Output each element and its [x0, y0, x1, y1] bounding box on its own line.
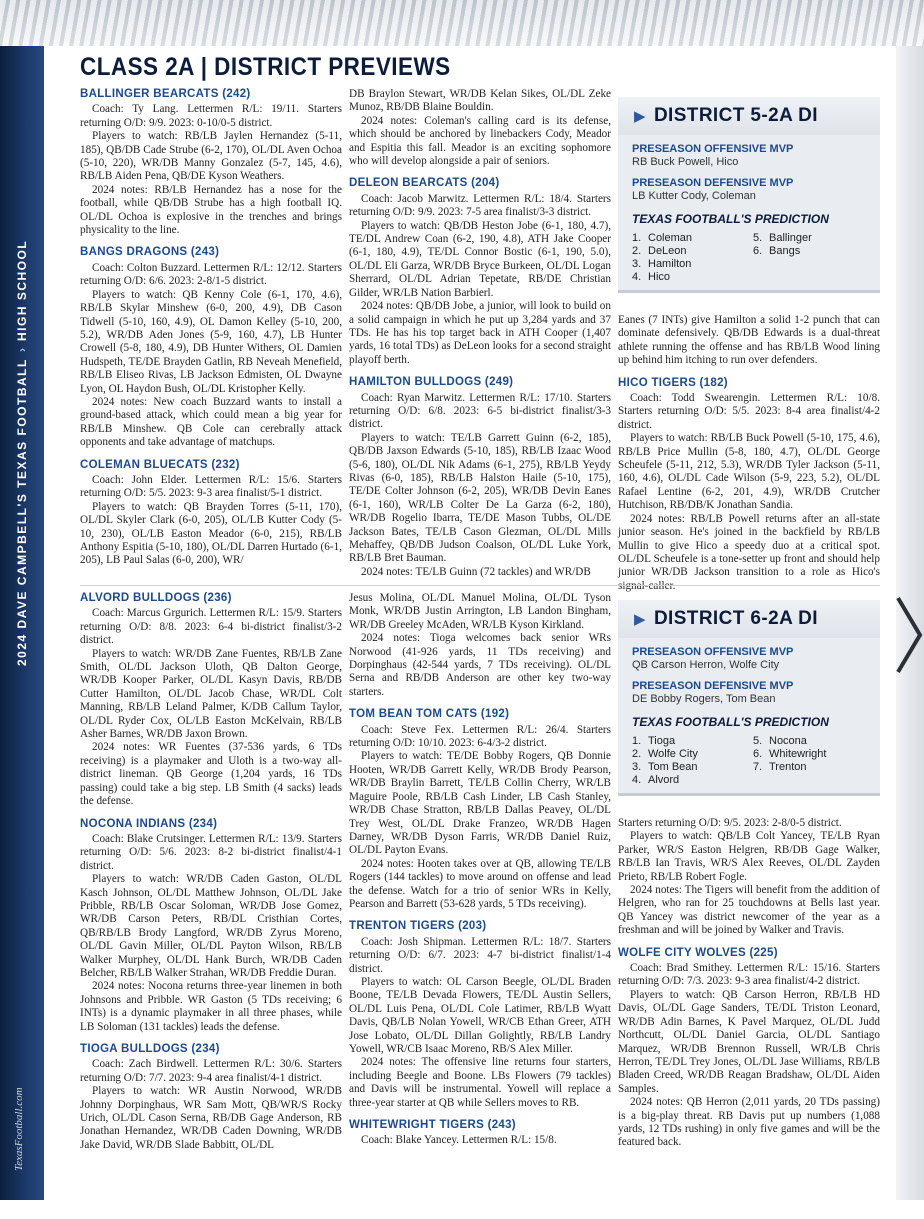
team-paragraph: 2024 notes: RB/LB Powell returns after an all-state junior season. He's joined in the backfield by RB/LB Mullin to give Hico a speedy duo at a critical spot. OL/DL Scheufele is a tone-setter up front and should help junior WR/DB Jackson transition to a role as Hico's: [618, 512, 880, 579]
prediction-item: 3. Tom Bean: [632, 761, 698, 773]
def-mvp-label: PRESEASON DEFENSIVE MVP: [632, 177, 794, 189]
district-title-text: DISTRICT 6-2A DI: [653, 608, 818, 629]
team-heading: TOM BEAN TOM CATS (192): [349, 708, 510, 721]
team-paragraph: DB Braylon Stewart, WR/DB Kelan Sikes, OL/DL Zeke Munoz, RB/DB Blaine Bouldin.: [349, 88, 611, 114]
column-bottom-2: [349, 592, 611, 1148]
team-paragraph: Players to watch: RB/LB Jaylen Hernandez (5-11, 185), QB/DB Cade Strube (6-2, 170), OL/DL Aven Ochoa (5-10, 220), WR/DB Manny Gonzalez (5-7, 145, 4.6), RB/LB Aiden Pena, QB/DE Kyson Weathers.: [80, 130, 342, 183]
district-box-5-2a: [618, 97, 880, 293]
team-heading: BANGS DRAGONS (243): [80, 246, 220, 259]
sidebar-band: [0, 46, 44, 1219]
team-paragraph: Players to watch: QB Kenny Cole (6-1, 170, 4.6), RB/LB Skylar Minshew (6-0, 200, 4.9), DB Cason Tidwell (5-10, 160, 4.9), OL Damon Kelley (5-10, 200, 5.2), WR/DB Aden Jones (5-9, 160, 4.7), LB Hunter Crowell (5-8, 180, 4.9), DB Hunter Withers, OL Damien Hudspeth, TE/DE Brayden Gatlin, RB Neveah Menefield, RB/LB Eliseo Rivas, LB Jackson Edmisten, OL Dwayne Lyon, OL Haydon Bush, OL/DL Kristopher Kelly.: [80, 288, 342, 395]
team-paragraph: Coach: Colton Buzzard. Lettermen R/L: 12/12. Starters returning O/D: 6/6. 2023: 2-8/1-5 district.: [80, 261, 342, 288]
def-mvp-value: DE Bobby Rogers, Tom Bean: [632, 693, 776, 705]
prediction-label: TEXAS FOOTBALL'S PREDICTION: [632, 212, 829, 226]
district-body: [618, 135, 880, 290]
sidebar-section-label: [13, 106, 31, 666]
prediction-item: 5. Ballinger: [753, 232, 812, 244]
off-mvp-label: PRESEASON OFFENSIVE MVP: [632, 143, 794, 155]
team-heading: TRENTON TIGERS (203): [349, 920, 487, 933]
team-paragraph: 2024 notes: The Tigers will benefit from the addition of Helgren, who ran for 25 touchdowns at Bells last year. QB Yancey was district newcomer of the year as a freshman and will be joined by Walker and Travis.: [618, 884, 880, 937]
team-paragraph: Coach: Brad Smithey. Lettermen R/L: 15/16. Starters returning O/D: 7/3. 2023: 9-3 area finalist/4-2 district.: [618, 962, 880, 988]
district-body: [618, 638, 880, 793]
team-paragraph: Players to watch: WR/DB Caden Gaston, OL/DL Kasch Johnson, OL/DL Matthew Johnson, OL/DL Jake Pribble, RB/LB Oscar Soloman, WR/DB Jose Gomez, WR/DB Carson Peters, RB/DL Cristhian Cortes, QB/RB/LB Brody Langford, WR/DB Zyrus Moreno, OL/DL Gavin Miller, OL/DL Payton Wilson, RB/LB Walker Murphey, OL/DL Hank Burch, WR/DB Caden Belcher, RB/LB Walker Strahan, WR/DB Freddie Duran.: [80, 873, 342, 979]
team-paragraph: Players to watch: RB/LB Buck Powell (5-10, 175, 4.6), RB/LB Price Mullin (5-8, 180, 4.7), OL/DL George Scheufele (5-11, 212, 5.3), WR/DB Tyler Jackson (5-11, 160, 4.6), OL/DL Cade Wilson (5-9, 223, 5.2), OL/DL Rafael Lentine (6-2, 201, 4.9), WR/DB Crutcher Hutchison, RB/DB/K Jonathan Sandia.: [618, 432, 880, 512]
team-paragraph: Coach: Steve Fex. Lettermen R/L: 26/4. Starters returning O/D: 10/10. 2023: 6-4/3-2 district.: [349, 723, 611, 750]
team-heading: HICO TIGERS (182): [618, 376, 728, 389]
team-paragraph: Players to watch: WR Austin Norwood, WR/DB Johnny Dorpinghaus, WR Sam Mott, QB/WR/S Rocky Urich, OL/DL Cason Serna, RB/DB Gage Anderson, RB Jonathan Hernandez, WR/DB Caden Downing, WR/DB Jake David, WR/DB Slade Babbitt, OL/DL: [80, 1085, 342, 1151]
sidebar-publication: 2024 DAVE CAMPBELL'S TEXAS FOOTBALL: [15, 358, 29, 666]
team-paragraph: Coach: Marcus Grgurich. Lettermen R/L: 15/9. Starters returning O/D: 8/8. 2023: 6-4 bi-district finalist/3-2 district.: [80, 607, 342, 647]
team-paragraph: 2024 notes: RB/LB Hernandez has a nose for the football, while QB/DB Strube has a high football IQ. OL/DL Ochoa is explosive in the trenches and brings physicality to the line.: [80, 183, 342, 237]
team-paragraph: 2024 notes: Coleman's calling card is its defense, which should be anchored by linebackers Cody, Meador and Espitia this fall. Meador is an exciting sophomore who will develop alongside a pair of seniors.: [349, 114, 611, 168]
team-paragraph: 2024 notes: Nocona returns three-year linemen in both Johnsons and Pribble. WR Gaston (5 TDs receiving; 6 INTs) is a dynamic playmaker in all three phases, while LB Soloman (131 tackles) leads the defense.: [80, 980, 342, 1033]
team-paragraph: Players to watch: TE/DE Bobby Rogers, QB Donnie Hooten, WR/DB Garrett Kelly, WR/DB Brody Pearson, WR/DB Braylin Barrett, TE/LB Collin Cherry, WR/LB Maguire Poole, RB/LB Cash Linder, LB Cash Stanley, WR/DB Chase Stratton, RB/LB Dallas Peavey, OL/DL Trey West, OL/DL Drake Franzeo, WR/DB Hagen Darney, WR/DB Dyson Farris, WR/DB Daniel Ruiz, OL/DL Payton Evans.: [349, 750, 611, 857]
team-paragraph: Coach: Blake Yancey. Lettermen R/L: 15/8.: [361, 1134, 557, 1147]
team-paragraph: Players to watch: OL Carson Beegle, OL/DL Braden Boone, TE/LB Devada Flowers, TE/DL Austin Sellers, OL/DL Luis Pena, OL/DL Cole Latimer, RB/LB Wyatt Davis, QB/LB Nolan Yowell, WR/CB Ethan Greer, ATH Jose Lobato, OL/DL Dillan Golightly, RB/LB Landry Yowell, WR/CB Isaac Moreno, RB/S Alex Miller.: [349, 975, 611, 1055]
prediction-item: 2. DeLeon: [632, 245, 687, 257]
prediction-item: 7. Trenton: [753, 761, 807, 773]
team-paragraph: Eanes (7 INTs) give Hamilton a solid 1-2 punch that can dominate defensively. QB/DB Edwards is a dual-threat athlete running the offense and has RB/LB Wood lining up behind him itching to run over defenders.: [618, 314, 880, 367]
team-paragraph: Coach: Ryan Marwitz. Lettermen R/L: 17/10. Starters returning O/D: 6/8. 2023: 6-5 bi-district finalist/3-3 district.: [349, 391, 611, 431]
column-top-2: [349, 88, 611, 579]
team-heading: TIOGA BULLDOGS (234): [80, 1043, 220, 1055]
team-paragraph: 2024 notes: Tioga welcomes back senior WRs Norwood (41-926 yards, 11 TDs receiving) and Dorpinghaus (42-544 yards, 7 TDs receiving). OL/DL Serna and RB/DB Anderson are other key two-way starters.: [349, 632, 611, 698]
off-mvp-value: QB Carson Herron, Wolfe City: [632, 659, 780, 671]
team-paragraph: 2024 notes: TE/LB Guinn (72 tackles) and WR/DB: [361, 565, 591, 578]
prediction-item: 1. Tioga: [632, 735, 676, 747]
arrow-icon: ▶: [634, 108, 646, 125]
def-mvp-value: LB Kutter Cody, Coleman: [632, 190, 756, 202]
website-url: TexasFootball.com: [13, 1087, 25, 1171]
team-paragraph: 2024 notes: Hooten takes over at QB, allowing TE/LB Rogers (144 tackles) to move around on offense and lead the defense. Watch for a trio of senior WRs in Kelly, Pearson and Barrett (53-628 yards, 5 TDs receiving).: [349, 857, 611, 910]
team-paragraph: Players to watch: WR/DB Zane Fuentes, RB/LB Zane Smith, OL/DL Jackson Uloth, QB Dalton George, WR/DB Kooper Parker, OL/DL Kasyn Davis, RB/DB Cutter Hamilton, OL/DL Jacob Chase, WR/DL Colt Manning, RB/LB Leland Palmer, K/DB Callum Taylor, OL/DL Ryder Cox, OL/LB Easton McKelvain, RB/LB Asher Barnes, WR/DB Jaxon Brown.: [80, 647, 342, 741]
team-paragraph: Players to watch: QB/DB Heston Jobe (6-1, 180, 4.7), TE/DL Andrew Coan (6-2, 190, 4.8), ATH Jake Cooper (6-1, 180, 4.9), TE/DL Connor Bostic (6-1, 190, 5.0), OL/DL Eli Garza, WR/DB Bryce Burkeen, OL/DL Logan Sherrard, OL/DL Adrian Tepetate, RB/DE Christian Gilder, WR/LB Nation Barbierl.: [349, 219, 611, 299]
team-paragraph: 2024 notes: WR Fuentes (37-536 yards, 6 TDs receiving) is a playmaker and Uloth is a two-way all-district lineman. QB George (1,204 yards, 16 TDs passing) could take a big step. LB Smith (4 sacks) leads the defense.: [80, 741, 342, 808]
team-paragraph: 2024 notes: The offensive line returns four starters, including Beegle and Boone. LBs Flowers (79 tackles) and Davis will be instrumental. Yowell will replace a three-year starter at QB while Sellers moves to RB.: [349, 1056, 611, 1109]
team-heading: WHITEWRIGHT TIGERS (243): [349, 1119, 516, 1132]
column-top-1: [80, 88, 342, 568]
team-heading: DELEON BEARCATS (204): [349, 177, 500, 190]
prediction-label: TEXAS FOOTBALL'S PREDICTION: [632, 715, 829, 729]
team-paragraph: Coach: Todd Swearengin. Lettermen R/L: 10/8. Starters returning O/D: 5/5. 2023: 8-4 area finalist/4-2 district.: [618, 392, 880, 431]
off-mvp-value: RB Buck Powell, Hico: [632, 156, 739, 168]
team-paragraph: Jesus Molina, OL/DL Manuel Molina, OL/DL Tyson Monk, WR/DB Justin Arrington, LB Landon Bingham, WR/DB Greeley McAden, WR/LB Kyson Kirkland.: [349, 592, 611, 631]
team-paragraph: Coach: John Elder. Lettermen R/L: 15/6. Starters returning O/D: 5/5. 2023: 9-3 area finalist/5-1 district.: [80, 473, 342, 500]
arrow-icon: ▶: [634, 611, 646, 628]
team-heading: NOCONA INDIANS (234): [80, 817, 218, 830]
top-photo-band: [0, 0, 924, 46]
prediction-item: 1. Coleman: [632, 232, 693, 244]
prediction-list: [632, 232, 866, 284]
team-paragraph: Coach: Ty Lang. Lettermen R/L: 19/11. Starters returning O/D: 9/9. 2023: 0-10/0-5 district.: [80, 103, 342, 129]
team-paragraph: Starters returning O/D: 9/5. 2023: 2-8/0-5 district.: [618, 817, 842, 829]
district-title: [618, 97, 880, 135]
prediction-item: 3. Hamilton: [632, 258, 692, 270]
team-heading: COLEMAN BLUECATS (232): [80, 458, 240, 471]
team-paragraph: Players to watch: QB Brayden Torres (5-11, 170), OL/DL Skyler Clark (6-0, 205), OL/LB Kutter Cody (5-10, 230), OL/LB Easton Meador (6-0, 215), RB/LB Anthony Espitia (5-10, 180), OL/DL Darren Hurtado (6-1, 205), LB Paul Salas (6-0, 200), WR/: [80, 500, 342, 567]
prediction-item: 4. Hico: [632, 271, 671, 283]
team-heading: ALVORD BULLDOGS (236): [80, 592, 232, 604]
prediction-item: 4. Alvord: [632, 774, 680, 786]
team-paragraph: 2024 notes: QB/DB Jobe, a junior, will look to build on a solid campaign in which he put up 3,284 yards and 37 TDs. He has his top target back in ATH Cooper (1,407 yards, 16 total TDs) as DeLeon looks for a second straight playoff berth.: [349, 300, 611, 366]
district-title: [618, 600, 880, 638]
column-bottom-3: [618, 817, 880, 1150]
sidebar-section: HIGH SCHOOL: [15, 239, 29, 341]
team-paragraph: Players to watch: QB Carson Herron, RB/LB HD Davis, OL/DL Gage Sanders, TE/DL Triston Leonard, WR/DB Adin Barnes, K Pavel Marquez, OL/DL Judd Northcutt, OL/DL Daniel Garcia, OL/DL Santiago Marquez, WR/DB Brennon Russell, WR/LB Chris Herron, TE/DL Trey Jones, OL/DL Jase Williams, RB/LB Bladen Creed, WR/DB Reagan Bradshaw, OL/DL Aiden Samples.: [618, 988, 880, 1095]
page-number: 336: [12, 1204, 34, 1219]
district-title-text: DISTRICT 5-2A DI: [653, 105, 818, 126]
prediction-item: 6. Whitewright: [753, 748, 827, 760]
prediction-list: [632, 735, 866, 787]
team-heading: WOLFE CITY WOLVES (225): [618, 946, 778, 959]
off-mvp-label: PRESEASON OFFENSIVE MVP: [632, 646, 794, 658]
team-paragraph: Coach: Josh Shipman. Lettermen R/L: 18/7. Starters returning O/D: 6/7. 2023: 4-7 bi-district finalist/1-4 district.: [349, 935, 611, 975]
chevron-right-icon: [894, 590, 924, 680]
team-paragraph: Coach: Blake Crutsinger. Lettermen R/L: 13/9. Starters returning O/D: 5/6. 2023: 8-2 bi-district finalist/4-1 district.: [80, 832, 342, 872]
prediction-item: 5. Nocona: [753, 735, 807, 747]
page-title: CLASS 2A | DISTRICT PREVIEWS: [80, 53, 451, 81]
team-paragraph: 2024 notes: QB Herron (2,011 yards, 20 TDs passing) is a big-play threat. RB Davis put up numbers (1,088 yards, 12 TDs rushing) in only five games and will be the featured back.: [618, 1096, 880, 1149]
team-paragraph: Players to watch: QB/LB Colt Yancey, TE/LB Ryan Parker, WR/S Easton Helgren, RB/DB Gage Walker, RB/LB Ian Travis, WR/S Alex Reeves, OL/DL Zayden Prieto, RB/LB Robert Fogle.: [618, 830, 880, 883]
team-heading: BALLINGER BEARCATS (242): [80, 88, 251, 100]
team-paragraph: Coach: Jacob Marwitz. Lettermen R/L: 18/4. Starters returning O/D: 9/9. 2023: 7-5 area finalist/3-3 district.: [349, 192, 611, 219]
def-mvp-label: PRESEASON DEFENSIVE MVP: [632, 680, 794, 692]
column-bottom-1: [80, 592, 342, 1152]
sidebar-separator: ›: [15, 346, 29, 353]
prediction-item: 6. Bangs: [753, 245, 801, 257]
team-paragraph: 2024 notes: New coach Buzzard wants to install a ground-based attack, which could mean a big year for RB/LB Minshew. QB Cole can cerebrally attack opponents and take advantage of matchups.: [80, 395, 342, 449]
prediction-item: 2. Wolfe City: [632, 748, 698, 760]
district-box-6-2a: [618, 600, 880, 796]
team-paragraph: Players to watch: TE/LB Garrett Guinn (6-2, 185), QB/DB Jaxson Edwards (5-10, 185), RB/LB Izaac Wood (5-6, 180), OL/DL Nik Adams (6-1, 275), RB/LB Yeydy Rivas (6-0, 185), RB/LB Halston Haile (5-10, 175), TE/DE Colter Johnson (6-2, 205), WR/DB Devin Eanes (6-1, 160), WR/LB Colter De La Garza (6-2, 180), WR/DB Rogelio Ibarra, TE/DE Mason Tubbs, OL/DE Jackson Bates, TE/LB Cason Glezman, OL/DL Mills Mehaffey, QB/DB Judson Coalson, OL/DL Luke York, RB/LB Bret Bauman.: [349, 431, 611, 565]
column-top-3: [618, 314, 880, 593]
team-paragraph: Coach: Zach Birdwell. Lettermen R/L: 30/6. Starters returning O/D: 7/7. 2023: 9-4 area finalist/4-1 district.: [80, 1058, 342, 1084]
section-divider: [80, 585, 880, 586]
team-heading: HAMILTON BULLDOGS (249): [349, 376, 514, 389]
